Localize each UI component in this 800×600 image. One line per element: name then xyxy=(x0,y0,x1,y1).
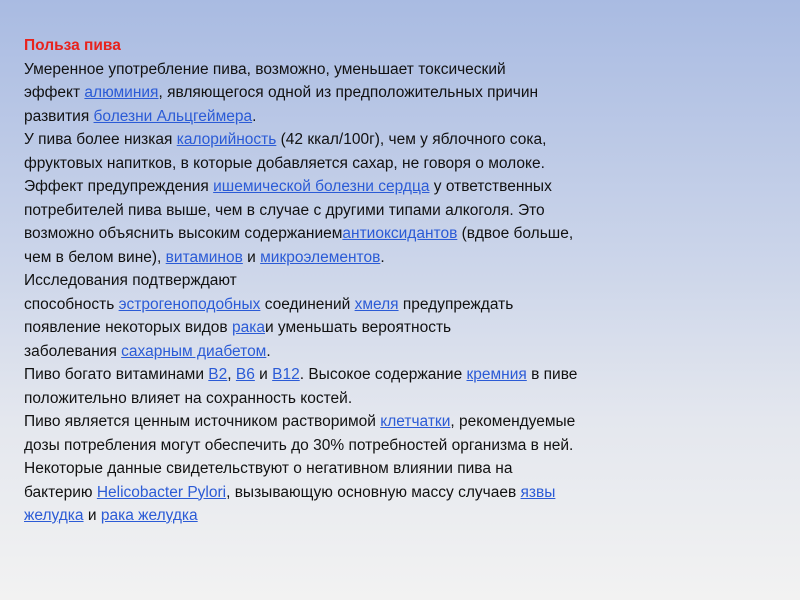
hyperlink[interactable]: рака желудка xyxy=(100,507,198,524)
hyperlink[interactable]: хмеля xyxy=(354,295,399,313)
hyperlink[interactable]: B6 xyxy=(235,366,255,383)
text-segment: . xyxy=(380,248,385,266)
text-segment: в пиве xyxy=(526,366,578,383)
text-line xyxy=(24,105,760,129)
text-segment: дозы потребления могут обеспечить до 30% потребностей организма в ней. xyxy=(24,436,574,454)
text-segment: и xyxy=(254,366,273,383)
text-segment: Умеренное употребление пива, возможно, уменьшает токсический xyxy=(24,60,506,78)
text-segment: . Высокое содержание xyxy=(299,366,467,383)
text-line xyxy=(24,81,760,105)
text-segment: , рекомендуемые xyxy=(450,413,576,430)
slide-title: Польза пива xyxy=(24,37,121,54)
text-segment: возможно объяснить высоким содержанием xyxy=(24,225,343,242)
hyperlink[interactable]: болезни Альцгеймера xyxy=(93,107,253,125)
text-segment: . xyxy=(266,342,271,360)
text-segment: предупреждать xyxy=(398,295,514,313)
text-segment: . xyxy=(252,107,257,125)
text-segment: (вдвое больше, xyxy=(457,225,574,242)
text-line xyxy=(24,316,760,340)
text-line xyxy=(24,340,760,364)
text-line xyxy=(24,293,760,317)
text-line xyxy=(24,434,760,458)
text-segment: , вызывающую основную массу случаев xyxy=(226,483,521,501)
text-segment: появление некоторых видов xyxy=(24,319,232,336)
hyperlink[interactable]: антиоксидантов xyxy=(342,225,458,242)
text-segment: , xyxy=(227,366,236,383)
text-line xyxy=(24,128,760,152)
hyperlink[interactable]: эстрогеноподобных xyxy=(118,295,261,313)
hyperlink[interactable]: микроэлементов xyxy=(260,248,381,266)
slide-body xyxy=(24,58,760,528)
text-segment: способность xyxy=(24,295,119,313)
text-segment: потребителей пива выше, чем в случае с другими типами алкоголя. Это xyxy=(24,201,545,219)
text-line xyxy=(24,222,760,246)
text-segment: заболевания xyxy=(24,342,122,360)
hyperlink[interactable]: B12 xyxy=(272,366,300,383)
hyperlink[interactable]: алюминия xyxy=(84,84,159,101)
text-line xyxy=(24,363,760,387)
text-segment: , являющегося одной из предположительных причин xyxy=(158,84,539,101)
text-line xyxy=(24,58,760,82)
text-segment: Эффект предупреждения xyxy=(24,178,214,195)
text-segment: Исследования подтверждают xyxy=(24,272,237,289)
text-segment: у ответственных xyxy=(429,178,552,195)
text-line xyxy=(24,199,760,223)
hyperlink[interactable]: клетчатки xyxy=(380,413,451,430)
hyperlink[interactable]: Helicobacter Pylori xyxy=(96,483,227,501)
hyperlink[interactable]: желудка xyxy=(24,507,84,524)
text-segment: и xyxy=(242,248,261,266)
text-segment: соединений xyxy=(260,295,355,313)
hyperlink[interactable]: ишемической болезни сердца xyxy=(213,178,430,195)
text-line xyxy=(24,410,760,434)
text-line xyxy=(24,457,760,481)
text-segment: Пиво является ценным источником растворимой xyxy=(24,413,381,430)
text-segment: развития xyxy=(24,107,94,125)
text-line xyxy=(24,269,760,293)
hyperlink[interactable]: язвы xyxy=(520,483,556,501)
text-segment: чем в белом вине), xyxy=(24,248,166,266)
text-line xyxy=(24,246,760,270)
hyperlink[interactable]: кремния xyxy=(466,366,527,383)
hyperlink[interactable]: сахарным диабетом xyxy=(121,342,267,360)
text-segment: и уменьшать вероятность xyxy=(264,319,452,336)
hyperlink[interactable]: витаминов xyxy=(165,248,243,266)
text-line xyxy=(24,152,760,176)
text-segment: положительно влияет на сохранность костей. xyxy=(24,389,353,407)
text-segment: и xyxy=(83,507,101,524)
text-segment: (42 ккал/100г), чем у яблочного сока, xyxy=(276,131,547,148)
text-line xyxy=(24,481,760,505)
text-segment: У пива более низкая xyxy=(24,131,177,148)
hyperlink[interactable]: калорийность xyxy=(176,131,277,148)
hyperlink[interactable]: рака xyxy=(231,319,265,336)
text-segment: Некоторые данные свидетельствуют о негативном влиянии пива на xyxy=(24,460,513,477)
text-line xyxy=(24,387,760,411)
hyperlink[interactable]: B2 xyxy=(208,366,228,383)
text-segment: бактерию xyxy=(24,483,97,501)
text-segment: эффект xyxy=(24,84,85,101)
text-segment: фруктовых напитков, в которые добавляется сахар, не говоря о молоке. xyxy=(24,154,545,172)
text-segment: Пиво богато витаминами xyxy=(24,366,209,383)
text-line xyxy=(24,504,760,528)
text-line xyxy=(24,175,760,199)
